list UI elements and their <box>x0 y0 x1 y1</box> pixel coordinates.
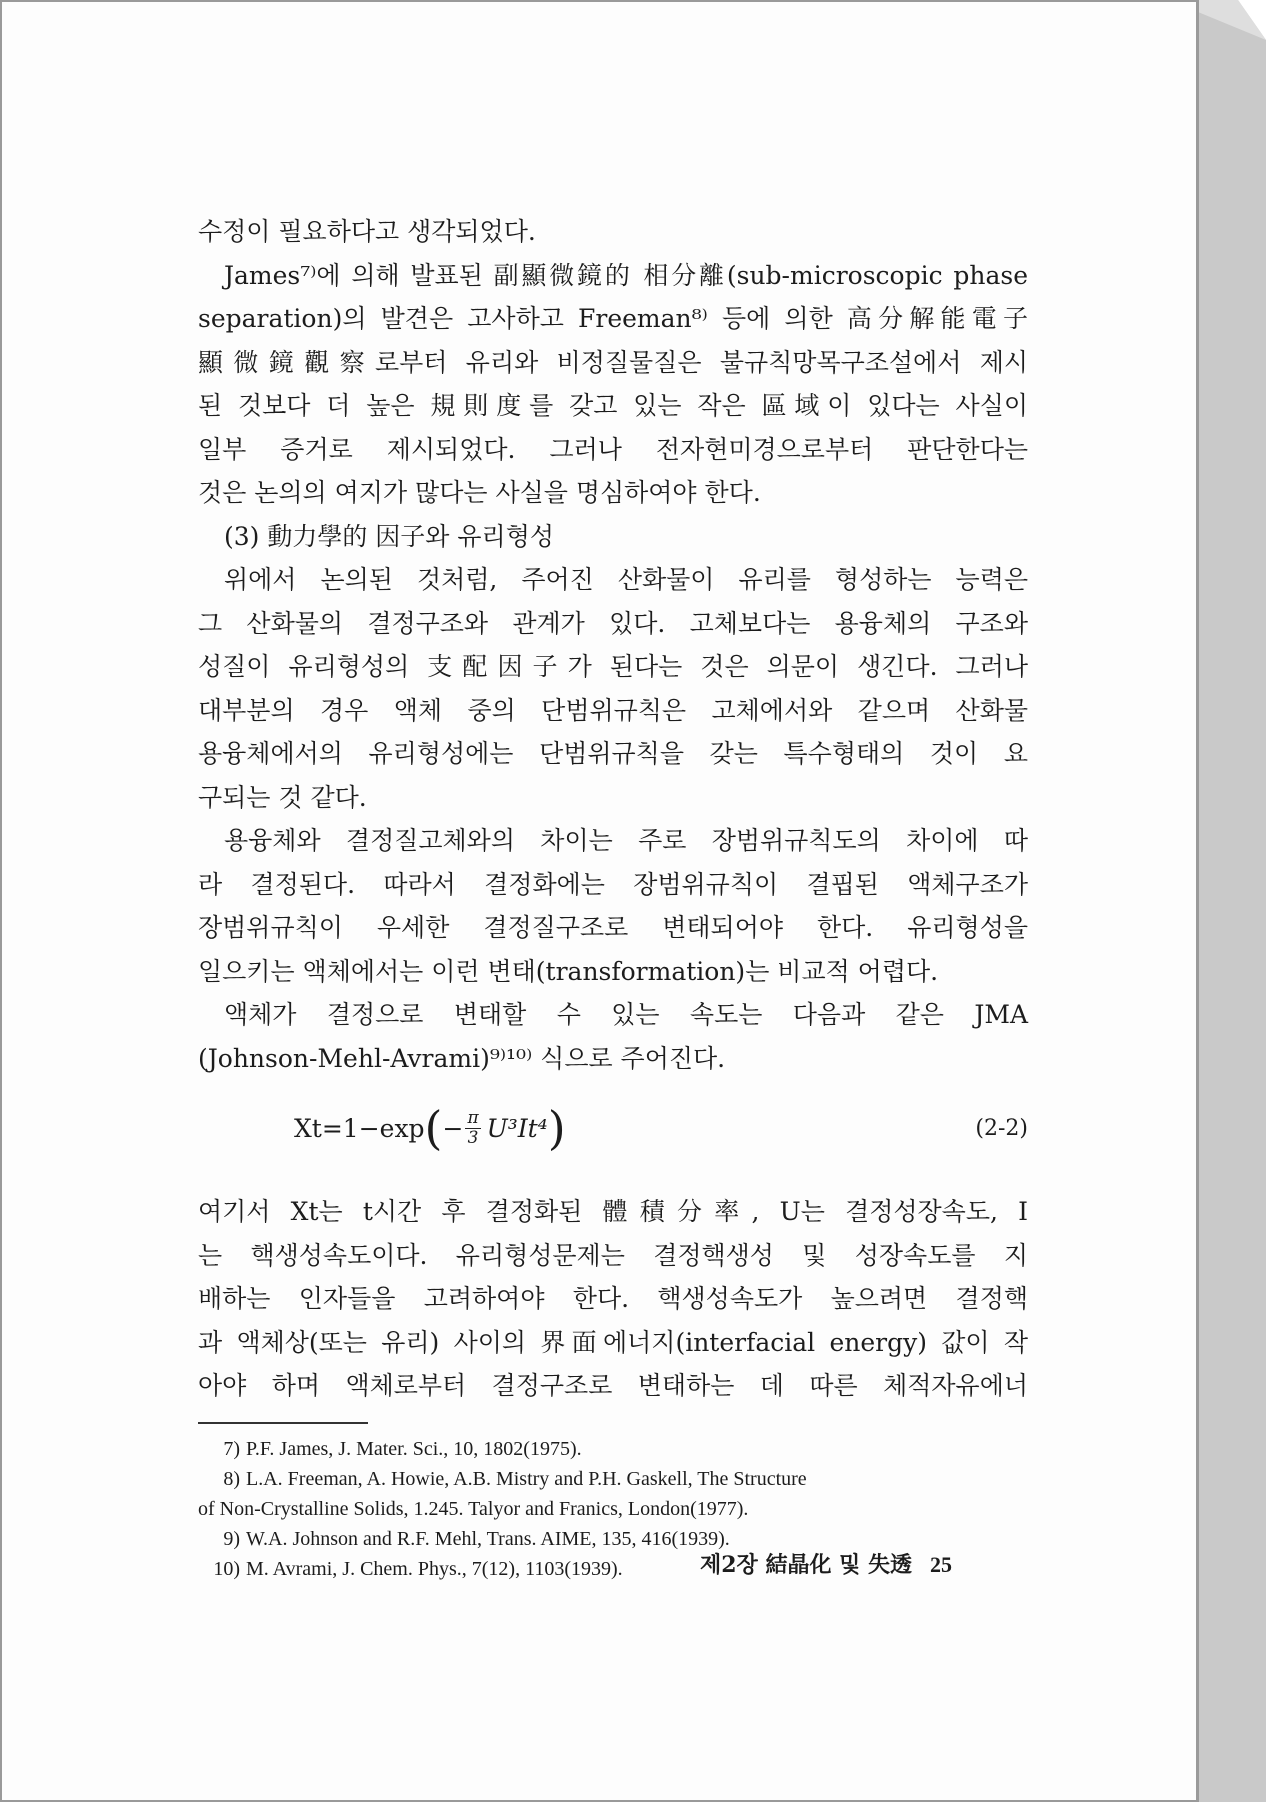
footnote-text: L.A. Freeman, A. Howie, A.B. Mistry and P.H. Gaskell, The Structure <box>246 1467 807 1490</box>
text-line: 수정이 필요하다고 생각되었다. <box>198 217 536 246</box>
page-footer <box>700 1548 952 1579</box>
text-line: 顯微鏡觀察로부터 유리와 비정질물질은 불규칙망목구조설에서 제시 <box>198 347 1028 377</box>
equation-jma <box>198 1094 1028 1172</box>
text-line: 액체가 결정으로 변태할 수 있는 속도는 다음과 같은 JMA <box>224 1000 1028 1029</box>
footnote-number: 9) <box>223 1527 240 1550</box>
equation-sign: − <box>442 1113 464 1143</box>
footnote-number: 10) <box>213 1557 240 1580</box>
text-line: 위에서 논의된 것처럼, 주어진 산화물이 유리를 형성하는 능력은 <box>224 565 1028 594</box>
equation-fraction <box>465 1109 480 1148</box>
text-line: (Johnson-Mehl-Avrami)⁹⁾¹⁰⁾ 식으로 주어진다. <box>198 1043 726 1073</box>
text-line: 용융체에서의 유리형성에는 단범위규칙을 갖는 특수형태의 것이 요 <box>198 739 1028 768</box>
text-line: 과 액체상(또는 유리) 사이의 界面에너지(interfacial energy) 값이 작 <box>198 1327 1028 1357</box>
equation-denominator: 3 <box>467 1127 479 1148</box>
footnote-text: P.F. James, J. Mater. Sci., 10, 1802(1975). <box>246 1437 582 1460</box>
chapter-title: 제2장 結晶化 및 失透 <box>700 1552 913 1578</box>
text-line: 구되는 것 같다. <box>198 782 367 812</box>
footnote <box>198 1464 1028 1494</box>
text-line: 일부 증거로 제시되었다. 그러나 전자현미경으로부터 판단한다는 <box>198 434 1028 464</box>
text-line: 된 것보다 더 높은 規則度를 갖고 있는 작은 區域이 있다는 사실이 <box>198 391 1028 420</box>
footnote <box>198 1434 1028 1464</box>
text-line: 그 산화물의 결정구조와 관계가 있다. 고체보다는 용융체의 구조와 <box>198 608 1028 638</box>
text-line: 장범위규칙이 우세한 결정질구조로 변태되어야 한다. 유리형성을 <box>198 913 1028 942</box>
text-line: 여기서 Xt는 t시간 후 결정화된 體積分率, U는 결정성장속도, I <box>198 1197 1028 1226</box>
page-edge-shadow <box>1198 0 1268 1802</box>
footnote-text: W.A. Johnson and R.F. Mehl, Trans. AIME, 135, 416(1939). <box>246 1527 730 1550</box>
footnote-number: 7) <box>223 1437 240 1460</box>
text-line: 라 결정된다. 따라서 결정화에는 장범위규칙이 결핍된 액체구조가 <box>198 869 1028 899</box>
footnote-text: M. Avrami, J. Chem. Phys., 7(12), 1103(1939). <box>246 1557 623 1580</box>
text-line: 배하는 인자들을 고려하여야 한다. 핵생성속도가 높으려면 결정핵 <box>198 1284 1028 1313</box>
equation-rhs: U³It⁴ <box>486 1113 548 1143</box>
text-line: 용융체와 결정질고체와의 차이는 주로 장범위규칙도의 차이에 따 <box>224 826 1028 855</box>
text-line: 대부분의 경우 액체 중의 단범위규칙은 고체에서와 같으며 산화물 <box>198 695 1028 725</box>
footnote-number: 8) <box>223 1467 240 1490</box>
book-page-body <box>198 210 1028 1584</box>
page-number: 25 <box>930 1552 953 1577</box>
equation-paren-close: ) <box>547 1101 566 1155</box>
text-line: James⁷⁾에 의해 발표된 副顯微鏡的 相分離(sub-microscopic phase <box>224 260 1028 290</box>
text-line: 아야 하며 액체로부터 결정구조로 변태하는 데 따른 체적자유에너 <box>198 1371 1028 1400</box>
footnote-divider <box>198 1422 368 1424</box>
equation-numerator: π <box>467 1107 479 1128</box>
footnote-continuation: of Non-Crystalline Solids, 1.245. Talyor and Franics, London(1977). <box>198 1497 749 1520</box>
equation-paren-open: ( <box>424 1101 443 1155</box>
equation-lhs: Xt=1−exp <box>294 1113 425 1143</box>
equation-number: (2-2) <box>975 1116 1028 1141</box>
text-line: 일으키는 액체에서는 이런 변태(transformation)는 비교적 어렵다. <box>198 956 939 986</box>
text-line: 성질이 유리형성의 支配因子가 된다는 것은 의문이 생긴다. 그러나 <box>198 652 1028 681</box>
text-line: 는 핵생성속도이다. 유리형성문제는 결정핵생성 및 성장속도를 지 <box>198 1240 1028 1270</box>
text-line: 것은 논의의 여지가 많다는 사실을 명심하여야 한다. <box>198 478 761 507</box>
text-line: separation)의 발견은 고사하고 Freeman⁸⁾ 등에 의한 高分解能電子 <box>198 304 1028 333</box>
section-heading: (3) 動力學的 因子와 유리형성 <box>224 521 555 551</box>
